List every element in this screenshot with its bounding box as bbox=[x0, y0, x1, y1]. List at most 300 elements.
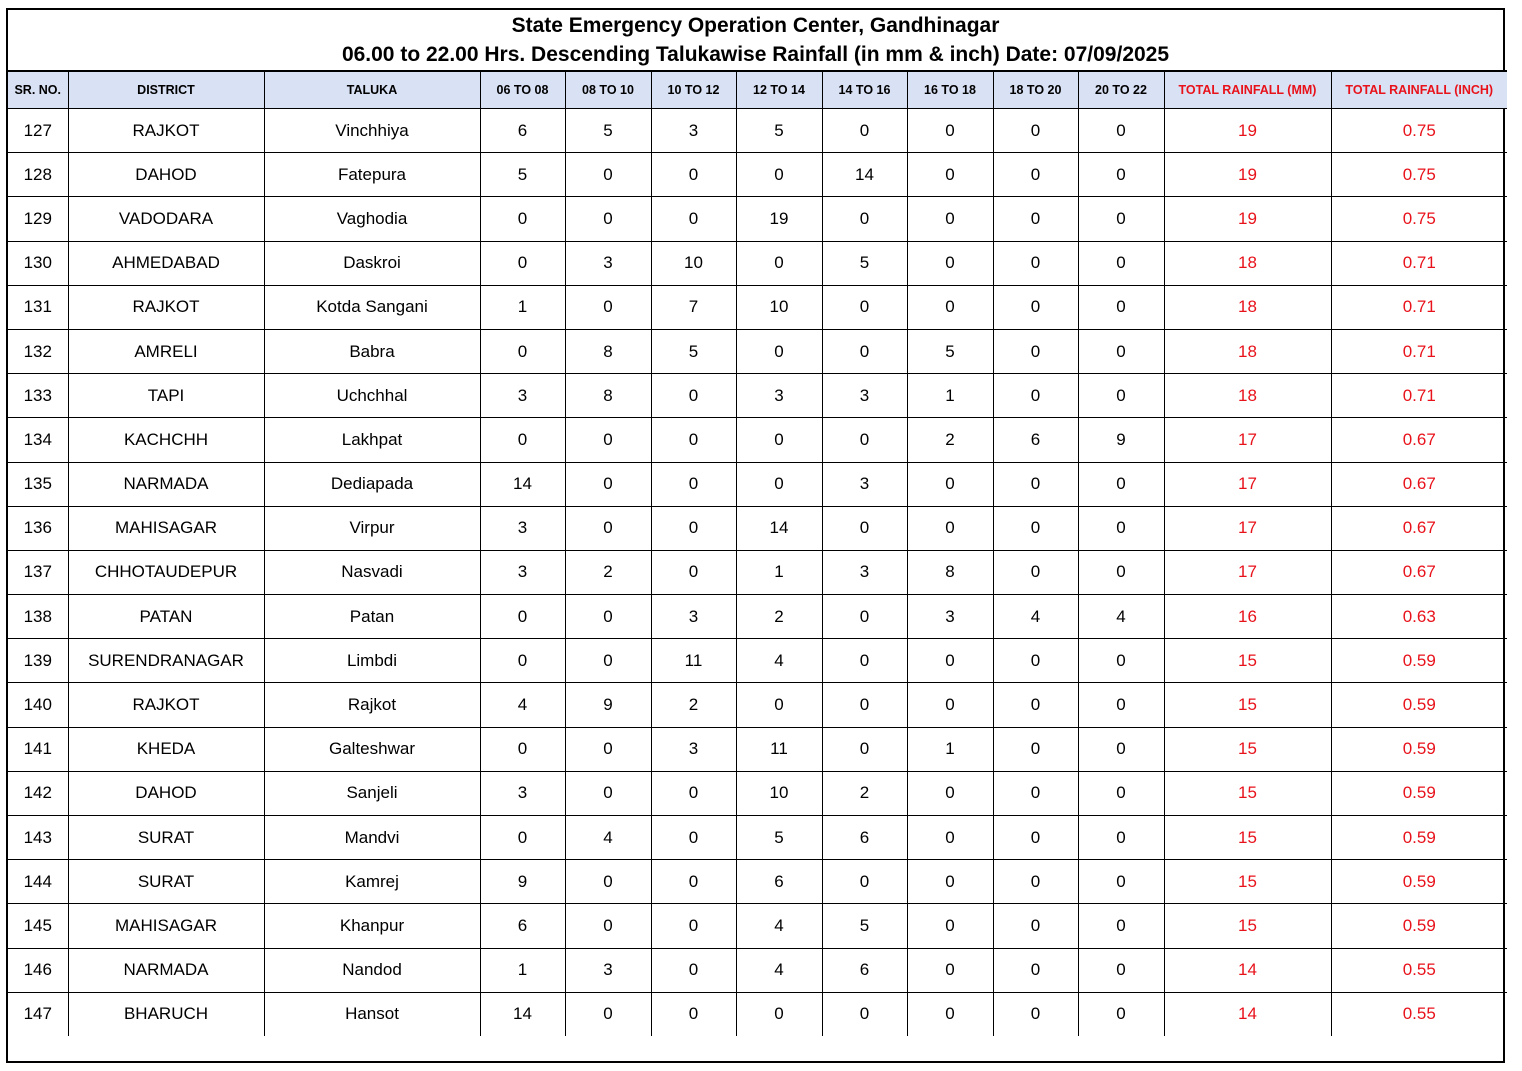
cell-16-to-18: 0 bbox=[907, 462, 993, 506]
cell-18-to-20: 0 bbox=[993, 948, 1078, 992]
cell-08-to-10: 8 bbox=[565, 374, 651, 418]
cell-district: RAJKOT bbox=[68, 285, 264, 329]
cell-08-to-10: 0 bbox=[565, 418, 651, 462]
cell-14-to-16: 0 bbox=[822, 595, 907, 639]
cell-16-to-18: 0 bbox=[907, 771, 993, 815]
cell-total-inch: 0.59 bbox=[1331, 860, 1507, 904]
cell-total-mm: 18 bbox=[1164, 374, 1331, 418]
cell-14-to-16: 0 bbox=[822, 506, 907, 550]
cell-district: DAHOD bbox=[68, 771, 264, 815]
cell-sr-no: 143 bbox=[8, 816, 68, 860]
cell-total-inch: 0.71 bbox=[1331, 241, 1507, 285]
table-row bbox=[8, 860, 1507, 904]
cell-12-to-14: 1 bbox=[736, 550, 822, 594]
cell-08-to-10: 2 bbox=[565, 550, 651, 594]
cell-taluka: Dediapada bbox=[264, 462, 480, 506]
cell-10-to-12: 0 bbox=[651, 771, 736, 815]
cell-12-to-14: 4 bbox=[736, 639, 822, 683]
cell-total-mm: 19 bbox=[1164, 197, 1331, 241]
cell-08-to-10: 0 bbox=[565, 727, 651, 771]
cell-sr-no: 131 bbox=[8, 285, 68, 329]
cell-total-mm: 14 bbox=[1164, 992, 1331, 1036]
col-header-06-to-08: 06 TO 08 bbox=[480, 71, 565, 109]
cell-20-to-22: 0 bbox=[1078, 241, 1164, 285]
cell-sr-no: 145 bbox=[8, 904, 68, 948]
cell-taluka: Nandod bbox=[264, 948, 480, 992]
cell-06-to-08: 0 bbox=[480, 418, 565, 462]
cell-06-to-08: 9 bbox=[480, 860, 565, 904]
cell-20-to-22: 0 bbox=[1078, 860, 1164, 904]
table-row bbox=[8, 109, 1507, 153]
col-header-16-to-18: 16 TO 18 bbox=[907, 71, 993, 109]
cell-18-to-20: 0 bbox=[993, 904, 1078, 948]
cell-16-to-18: 5 bbox=[907, 329, 993, 373]
cell-district: SURENDRANAGAR bbox=[68, 639, 264, 683]
cell-16-to-18: 0 bbox=[907, 197, 993, 241]
cell-taluka: Hansot bbox=[264, 992, 480, 1036]
cell-taluka: Nasvadi bbox=[264, 550, 480, 594]
cell-08-to-10: 0 bbox=[565, 197, 651, 241]
rainfall-table bbox=[8, 70, 1507, 1036]
cell-12-to-14: 10 bbox=[736, 771, 822, 815]
cell-14-to-16: 0 bbox=[822, 285, 907, 329]
cell-14-to-16: 6 bbox=[822, 816, 907, 860]
cell-total-inch: 0.59 bbox=[1331, 816, 1507, 860]
cell-10-to-12: 0 bbox=[651, 153, 736, 197]
col-header-sr-no: SR. NO. bbox=[8, 71, 68, 109]
cell-16-to-18: 0 bbox=[907, 241, 993, 285]
cell-sr-no: 138 bbox=[8, 595, 68, 639]
cell-district: TAPI bbox=[68, 374, 264, 418]
cell-taluka: Kotda Sangani bbox=[264, 285, 480, 329]
table-row bbox=[8, 329, 1507, 373]
cell-16-to-18: 0 bbox=[907, 860, 993, 904]
cell-district: DAHOD bbox=[68, 153, 264, 197]
cell-20-to-22: 0 bbox=[1078, 771, 1164, 815]
cell-sr-no: 133 bbox=[8, 374, 68, 418]
cell-10-to-12: 0 bbox=[651, 462, 736, 506]
cell-12-to-14: 2 bbox=[736, 595, 822, 639]
cell-total-inch: 0.59 bbox=[1331, 639, 1507, 683]
cell-total-inch: 0.71 bbox=[1331, 374, 1507, 418]
cell-08-to-10: 0 bbox=[565, 462, 651, 506]
cell-district: AMRELI bbox=[68, 329, 264, 373]
cell-14-to-16: 2 bbox=[822, 771, 907, 815]
cell-district: KACHCHH bbox=[68, 418, 264, 462]
cell-sr-no: 140 bbox=[8, 683, 68, 727]
cell-16-to-18: 0 bbox=[907, 153, 993, 197]
cell-06-to-08: 5 bbox=[480, 153, 565, 197]
table-row bbox=[8, 816, 1507, 860]
cell-18-to-20: 0 bbox=[993, 197, 1078, 241]
cell-12-to-14: 0 bbox=[736, 683, 822, 727]
cell-total-inch: 0.71 bbox=[1331, 285, 1507, 329]
table-row bbox=[8, 285, 1507, 329]
cell-20-to-22: 0 bbox=[1078, 374, 1164, 418]
table-row bbox=[8, 595, 1507, 639]
cell-total-inch: 0.59 bbox=[1331, 771, 1507, 815]
table-row bbox=[8, 374, 1507, 418]
cell-06-to-08: 6 bbox=[480, 109, 565, 153]
cell-taluka: Uchchhal bbox=[264, 374, 480, 418]
cell-06-to-08: 1 bbox=[480, 285, 565, 329]
cell-06-to-08: 3 bbox=[480, 374, 565, 418]
table-row bbox=[8, 727, 1507, 771]
cell-total-inch: 0.55 bbox=[1331, 992, 1507, 1036]
title-line-2: 06.00 to 22.00 Hrs. Descending Talukawise Rainfall (in mm & inch) Date: 07/09/2025 bbox=[341, 43, 1170, 66]
cell-taluka: Rajkot bbox=[264, 683, 480, 727]
cell-16-to-18: 0 bbox=[907, 639, 993, 683]
cell-18-to-20: 0 bbox=[993, 639, 1078, 683]
cell-08-to-10: 3 bbox=[565, 241, 651, 285]
cell-06-to-08: 0 bbox=[480, 727, 565, 771]
col-header-20-to-22: 20 TO 22 bbox=[1078, 71, 1164, 109]
cell-12-to-14: 0 bbox=[736, 418, 822, 462]
cell-sr-no: 129 bbox=[8, 197, 68, 241]
cell-06-to-08: 0 bbox=[480, 816, 565, 860]
cell-08-to-10: 0 bbox=[565, 285, 651, 329]
cell-06-to-08: 0 bbox=[480, 595, 565, 639]
cell-08-to-10: 0 bbox=[565, 639, 651, 683]
cell-district: NARMADA bbox=[68, 462, 264, 506]
cell-total-mm: 15 bbox=[1164, 904, 1331, 948]
cell-20-to-22: 0 bbox=[1078, 992, 1164, 1036]
cell-taluka: Galteshwar bbox=[264, 727, 480, 771]
cell-12-to-14: 19 bbox=[736, 197, 822, 241]
cell-14-to-16: 0 bbox=[822, 683, 907, 727]
cell-14-to-16: 14 bbox=[822, 153, 907, 197]
cell-18-to-20: 0 bbox=[993, 153, 1078, 197]
cell-sr-no: 144 bbox=[8, 860, 68, 904]
col-header-12-to-14: 12 TO 14 bbox=[736, 71, 822, 109]
cell-total-inch: 0.75 bbox=[1331, 109, 1507, 153]
cell-10-to-12: 0 bbox=[651, 374, 736, 418]
cell-total-inch: 0.63 bbox=[1331, 595, 1507, 639]
cell-10-to-12: 0 bbox=[651, 816, 736, 860]
cell-18-to-20: 0 bbox=[993, 462, 1078, 506]
table-row bbox=[8, 197, 1507, 241]
report-title bbox=[8, 10, 1503, 70]
cell-14-to-16: 3 bbox=[822, 462, 907, 506]
table-body bbox=[8, 109, 1507, 1036]
cell-12-to-14: 0 bbox=[736, 153, 822, 197]
cell-06-to-08: 3 bbox=[480, 771, 565, 815]
cell-sr-no: 141 bbox=[8, 727, 68, 771]
cell-district: BHARUCH bbox=[68, 992, 264, 1036]
cell-06-to-08: 3 bbox=[480, 550, 565, 594]
table-header-row bbox=[8, 71, 1507, 109]
cell-10-to-12: 0 bbox=[651, 550, 736, 594]
cell-sr-no: 134 bbox=[8, 418, 68, 462]
cell-18-to-20: 0 bbox=[993, 241, 1078, 285]
cell-total-inch: 0.67 bbox=[1331, 462, 1507, 506]
cell-14-to-16: 0 bbox=[822, 992, 907, 1036]
cell-06-to-08: 0 bbox=[480, 197, 565, 241]
cell-18-to-20: 6 bbox=[993, 418, 1078, 462]
cell-14-to-16: 0 bbox=[822, 418, 907, 462]
cell-06-to-08: 1 bbox=[480, 948, 565, 992]
cell-06-to-08: 0 bbox=[480, 329, 565, 373]
cell-20-to-22: 0 bbox=[1078, 153, 1164, 197]
cell-18-to-20: 0 bbox=[993, 550, 1078, 594]
cell-12-to-14: 4 bbox=[736, 948, 822, 992]
cell-10-to-12: 0 bbox=[651, 418, 736, 462]
cell-20-to-22: 0 bbox=[1078, 285, 1164, 329]
cell-taluka: Patan bbox=[264, 595, 480, 639]
cell-12-to-14: 6 bbox=[736, 860, 822, 904]
cell-06-to-08: 3 bbox=[480, 506, 565, 550]
cell-total-inch: 0.55 bbox=[1331, 948, 1507, 992]
cell-08-to-10: 0 bbox=[565, 992, 651, 1036]
cell-20-to-22: 0 bbox=[1078, 639, 1164, 683]
cell-08-to-10: 3 bbox=[565, 948, 651, 992]
cell-18-to-20: 0 bbox=[993, 771, 1078, 815]
cell-total-mm: 17 bbox=[1164, 506, 1331, 550]
cell-total-mm: 18 bbox=[1164, 329, 1331, 373]
cell-12-to-14: 0 bbox=[736, 329, 822, 373]
cell-20-to-22: 0 bbox=[1078, 329, 1164, 373]
cell-district: PATAN bbox=[68, 595, 264, 639]
cell-14-to-16: 3 bbox=[822, 374, 907, 418]
cell-18-to-20: 4 bbox=[993, 595, 1078, 639]
cell-20-to-22: 9 bbox=[1078, 418, 1164, 462]
cell-08-to-10: 0 bbox=[565, 904, 651, 948]
col-header-10-to-12: 10 TO 12 bbox=[651, 71, 736, 109]
table-row bbox=[8, 992, 1507, 1036]
cell-district: SURAT bbox=[68, 860, 264, 904]
cell-12-to-14: 11 bbox=[736, 727, 822, 771]
cell-14-to-16: 0 bbox=[822, 727, 907, 771]
cell-08-to-10: 0 bbox=[565, 506, 651, 550]
cell-total-inch: 0.75 bbox=[1331, 153, 1507, 197]
cell-16-to-18: 0 bbox=[907, 683, 993, 727]
cell-10-to-12: 0 bbox=[651, 948, 736, 992]
cell-taluka: Limbdi bbox=[264, 639, 480, 683]
cell-08-to-10: 0 bbox=[565, 153, 651, 197]
cell-10-to-12: 0 bbox=[651, 992, 736, 1036]
cell-12-to-14: 0 bbox=[736, 992, 822, 1036]
cell-10-to-12: 0 bbox=[651, 506, 736, 550]
cell-16-to-18: 3 bbox=[907, 595, 993, 639]
cell-20-to-22: 0 bbox=[1078, 197, 1164, 241]
cell-06-to-08: 0 bbox=[480, 639, 565, 683]
cell-08-to-10: 0 bbox=[565, 771, 651, 815]
table-row bbox=[8, 462, 1507, 506]
cell-sr-no: 142 bbox=[8, 771, 68, 815]
table-row bbox=[8, 550, 1507, 594]
col-header-district: DISTRICT bbox=[68, 71, 264, 109]
table-row bbox=[8, 771, 1507, 815]
col-header-total-mm: TOTAL RAINFALL (MM) bbox=[1164, 71, 1331, 109]
cell-16-to-18: 0 bbox=[907, 992, 993, 1036]
cell-16-to-18: 8 bbox=[907, 550, 993, 594]
table-row bbox=[8, 683, 1507, 727]
cell-18-to-20: 0 bbox=[993, 816, 1078, 860]
cell-12-to-14: 5 bbox=[736, 816, 822, 860]
cell-district: RAJKOT bbox=[68, 109, 264, 153]
cell-total-mm: 15 bbox=[1164, 816, 1331, 860]
cell-18-to-20: 0 bbox=[993, 109, 1078, 153]
cell-district: NARMADA bbox=[68, 948, 264, 992]
cell-taluka: Babra bbox=[264, 329, 480, 373]
cell-10-to-12: 5 bbox=[651, 329, 736, 373]
cell-10-to-12: 3 bbox=[651, 595, 736, 639]
cell-06-to-08: 14 bbox=[480, 462, 565, 506]
cell-sr-no: 135 bbox=[8, 462, 68, 506]
cell-08-to-10: 0 bbox=[565, 595, 651, 639]
col-header-taluka: TALUKA bbox=[264, 71, 480, 109]
cell-18-to-20: 0 bbox=[993, 860, 1078, 904]
cell-18-to-20: 0 bbox=[993, 683, 1078, 727]
cell-06-to-08: 14 bbox=[480, 992, 565, 1036]
cell-taluka: Daskroi bbox=[264, 241, 480, 285]
cell-20-to-22: 0 bbox=[1078, 462, 1164, 506]
table-row bbox=[8, 904, 1507, 948]
cell-18-to-20: 0 bbox=[993, 374, 1078, 418]
cell-taluka: Fatepura bbox=[264, 153, 480, 197]
cell-14-to-16: 5 bbox=[822, 904, 907, 948]
cell-taluka: Lakhpat bbox=[264, 418, 480, 462]
cell-08-to-10: 5 bbox=[565, 109, 651, 153]
cell-district: RAJKOT bbox=[68, 683, 264, 727]
cell-20-to-22: 0 bbox=[1078, 816, 1164, 860]
cell-total-inch: 0.71 bbox=[1331, 329, 1507, 373]
cell-18-to-20: 0 bbox=[993, 727, 1078, 771]
cell-12-to-14: 3 bbox=[736, 374, 822, 418]
cell-10-to-12: 11 bbox=[651, 639, 736, 683]
cell-total-mm: 18 bbox=[1164, 285, 1331, 329]
cell-sr-no: 130 bbox=[8, 241, 68, 285]
cell-10-to-12: 3 bbox=[651, 109, 736, 153]
table-row bbox=[8, 639, 1507, 683]
table-row bbox=[8, 153, 1507, 197]
cell-12-to-14: 5 bbox=[736, 109, 822, 153]
cell-18-to-20: 0 bbox=[993, 285, 1078, 329]
cell-total-mm: 15 bbox=[1164, 771, 1331, 815]
col-header-18-to-20: 18 TO 20 bbox=[993, 71, 1078, 109]
cell-20-to-22: 0 bbox=[1078, 904, 1164, 948]
cell-12-to-14: 0 bbox=[736, 241, 822, 285]
cell-08-to-10: 0 bbox=[565, 860, 651, 904]
cell-total-inch: 0.59 bbox=[1331, 727, 1507, 771]
cell-10-to-12: 7 bbox=[651, 285, 736, 329]
cell-sr-no: 128 bbox=[8, 153, 68, 197]
cell-20-to-22: 0 bbox=[1078, 506, 1164, 550]
cell-taluka: Sanjeli bbox=[264, 771, 480, 815]
cell-taluka: Vaghodia bbox=[264, 197, 480, 241]
cell-total-mm: 17 bbox=[1164, 418, 1331, 462]
cell-16-to-18: 2 bbox=[907, 418, 993, 462]
cell-16-to-18: 0 bbox=[907, 109, 993, 153]
cell-taluka: Mandvi bbox=[264, 816, 480, 860]
cell-district: MAHISAGAR bbox=[68, 506, 264, 550]
cell-20-to-22: 0 bbox=[1078, 727, 1164, 771]
cell-sr-no: 127 bbox=[8, 109, 68, 153]
cell-16-to-18: 0 bbox=[907, 506, 993, 550]
cell-12-to-14: 14 bbox=[736, 506, 822, 550]
cell-12-to-14: 4 bbox=[736, 904, 822, 948]
cell-06-to-08: 0 bbox=[480, 241, 565, 285]
cell-16-to-18: 0 bbox=[907, 904, 993, 948]
cell-district: CHHOTAUDEPUR bbox=[68, 550, 264, 594]
cell-20-to-22: 0 bbox=[1078, 109, 1164, 153]
cell-total-mm: 19 bbox=[1164, 153, 1331, 197]
cell-10-to-12: 0 bbox=[651, 904, 736, 948]
cell-14-to-16: 6 bbox=[822, 948, 907, 992]
cell-taluka: Virpur bbox=[264, 506, 480, 550]
cell-district: VADODARA bbox=[68, 197, 264, 241]
cell-16-to-18: 0 bbox=[907, 285, 993, 329]
cell-10-to-12: 2 bbox=[651, 683, 736, 727]
cell-sr-no: 139 bbox=[8, 639, 68, 683]
cell-total-inch: 0.67 bbox=[1331, 550, 1507, 594]
cell-10-to-12: 0 bbox=[651, 860, 736, 904]
col-header-08-to-10: 08 TO 10 bbox=[565, 71, 651, 109]
cell-12-to-14: 10 bbox=[736, 285, 822, 329]
cell-taluka: Kamrej bbox=[264, 860, 480, 904]
cell-14-to-16: 0 bbox=[822, 860, 907, 904]
cell-total-mm: 18 bbox=[1164, 241, 1331, 285]
table-row bbox=[8, 948, 1507, 992]
cell-20-to-22: 4 bbox=[1078, 595, 1164, 639]
cell-20-to-22: 0 bbox=[1078, 683, 1164, 727]
cell-18-to-20: 0 bbox=[993, 329, 1078, 373]
cell-20-to-22: 0 bbox=[1078, 948, 1164, 992]
table-row bbox=[8, 241, 1507, 285]
cell-16-to-18: 1 bbox=[907, 374, 993, 418]
cell-10-to-12: 10 bbox=[651, 241, 736, 285]
cell-18-to-20: 0 bbox=[993, 992, 1078, 1036]
cell-08-to-10: 8 bbox=[565, 329, 651, 373]
cell-total-inch: 0.59 bbox=[1331, 683, 1507, 727]
cell-14-to-16: 3 bbox=[822, 550, 907, 594]
cell-14-to-16: 0 bbox=[822, 197, 907, 241]
cell-sr-no: 136 bbox=[8, 506, 68, 550]
cell-12-to-14: 0 bbox=[736, 462, 822, 506]
col-header-14-to-16: 14 TO 16 bbox=[822, 71, 907, 109]
cell-16-to-18: 0 bbox=[907, 948, 993, 992]
cell-total-mm: 15 bbox=[1164, 727, 1331, 771]
cell-08-to-10: 4 bbox=[565, 816, 651, 860]
cell-total-mm: 15 bbox=[1164, 683, 1331, 727]
cell-taluka: Khanpur bbox=[264, 904, 480, 948]
cell-sr-no: 147 bbox=[8, 992, 68, 1036]
cell-total-mm: 17 bbox=[1164, 550, 1331, 594]
cell-14-to-16: 5 bbox=[822, 241, 907, 285]
cell-total-inch: 0.59 bbox=[1331, 904, 1507, 948]
cell-sr-no: 132 bbox=[8, 329, 68, 373]
cell-total-inch: 0.67 bbox=[1331, 418, 1507, 462]
cell-06-to-08: 4 bbox=[480, 683, 565, 727]
cell-14-to-16: 0 bbox=[822, 639, 907, 683]
table-row bbox=[8, 506, 1507, 550]
cell-district: SURAT bbox=[68, 816, 264, 860]
cell-taluka: Vinchhiya bbox=[264, 109, 480, 153]
cell-district: KHEDA bbox=[68, 727, 264, 771]
cell-sr-no: 137 bbox=[8, 550, 68, 594]
cell-sr-no: 146 bbox=[8, 948, 68, 992]
cell-16-to-18: 1 bbox=[907, 727, 993, 771]
col-header-total-inch: TOTAL RAINFALL (INCH) bbox=[1331, 71, 1507, 109]
cell-total-mm: 16 bbox=[1164, 595, 1331, 639]
cell-10-to-12: 0 bbox=[651, 197, 736, 241]
cell-18-to-20: 0 bbox=[993, 506, 1078, 550]
cell-10-to-12: 3 bbox=[651, 727, 736, 771]
rainfall-report-sheet bbox=[6, 8, 1505, 1063]
cell-total-mm: 19 bbox=[1164, 109, 1331, 153]
cell-total-inch: 0.67 bbox=[1331, 506, 1507, 550]
cell-08-to-10: 9 bbox=[565, 683, 651, 727]
